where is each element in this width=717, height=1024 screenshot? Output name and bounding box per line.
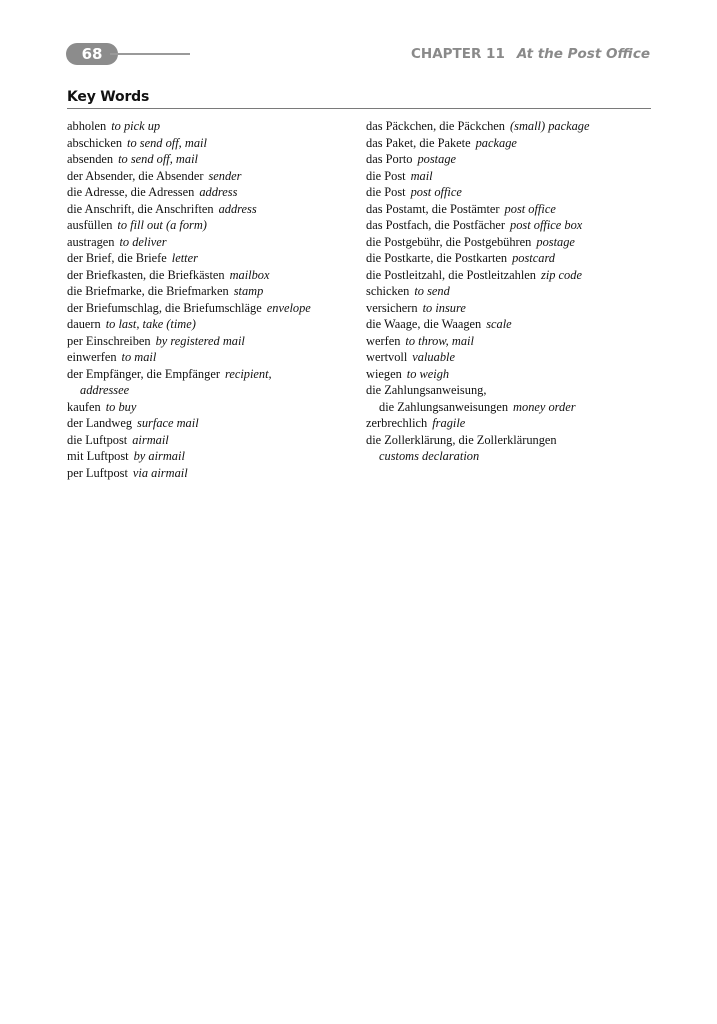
german-term: einwerfen: [67, 350, 117, 364]
german-term: die Waage, die Waagen: [366, 317, 482, 331]
english-translation: money order: [513, 399, 576, 414]
vocab-entry: [67, 316, 357, 333]
english-translation: scale: [486, 317, 512, 331]
german-term: der Landweg: [67, 416, 133, 430]
english-translation: by registered mail: [155, 333, 245, 348]
german-term: dauern: [67, 317, 101, 331]
english-translation: to throw, mail: [405, 333, 474, 348]
english-translation: stamp: [233, 284, 264, 298]
english-translation: to send off, mail: [118, 152, 198, 166]
vocab-entry: [366, 201, 656, 218]
german-term: die Zollerklärung, die Zollerklärungen: [366, 432, 557, 447]
german-term: abholen: [67, 119, 107, 133]
vocab-entry: [67, 234, 357, 251]
vocab-entry: [67, 135, 357, 152]
german-term: das Päckchen, die Päckchen: [366, 119, 505, 133]
german-term: werfen: [366, 333, 401, 348]
german-term: die Postgebühr, die Postgebühren: [366, 234, 532, 249]
german-term: der Briefumschlag, die Briefumschläge: [67, 300, 262, 315]
german-term: mit Luftpost: [67, 449, 129, 463]
header-rule: [110, 53, 190, 55]
german-term: abschicken: [67, 135, 123, 150]
german-term: das Postamt, die Postämter: [366, 201, 500, 216]
vocab-entry: [67, 448, 357, 465]
english-translation: addressee: [80, 383, 130, 397]
german-term: die Zahlungsanweisung,: [366, 383, 487, 397]
vocab-entry: [366, 168, 656, 185]
english-translation: to send: [414, 284, 450, 298]
english-translation: mail: [410, 168, 433, 183]
german-term: ausfüllen: [67, 218, 113, 232]
vocab-entry: [67, 118, 357, 135]
german-term: der Empfänger, die Empfänger: [67, 366, 220, 381]
english-translation: recipient,: [224, 366, 272, 381]
english-translation: by airmail: [133, 449, 185, 463]
vocab-entry: [67, 201, 357, 218]
english-translation: post office: [504, 201, 556, 216]
english-translation: postage: [417, 152, 457, 166]
english-translation: letter: [171, 251, 198, 265]
vocab-entry: [67, 382, 357, 399]
english-translation: surface mail: [137, 416, 199, 430]
vocab-entry: [366, 300, 656, 317]
vocab-entry: [67, 300, 357, 317]
vocab-entry: [67, 465, 357, 482]
vocab-entry: [366, 382, 656, 399]
vocab-entry: [67, 267, 357, 284]
vocab-entry: [366, 135, 656, 152]
english-translation: envelope: [266, 300, 311, 315]
english-translation: mailbox: [229, 267, 270, 282]
vocab-entry: [366, 184, 656, 201]
german-term: der Absender, die Absender: [67, 168, 204, 183]
chapter-header: [411, 46, 650, 62]
english-translation: postcard: [512, 251, 556, 265]
german-term: die Anschrift, die Anschriften: [67, 201, 214, 216]
english-translation: to deliver: [119, 234, 167, 249]
german-term: das Paket, die Pakete: [366, 135, 471, 150]
english-translation: to last, take (time): [105, 317, 196, 331]
german-term: die Zahlungsanweisungen: [379, 399, 509, 414]
german-term: versichern: [366, 300, 418, 315]
vocab-entry: [67, 415, 357, 432]
vocab-column-right: [366, 118, 656, 465]
english-translation: to mail: [121, 350, 157, 364]
vocab-entry: [366, 366, 656, 383]
english-translation: postage: [536, 234, 575, 249]
vocab-entry: [67, 283, 357, 300]
section-title: Key Words: [67, 89, 150, 105]
vocab-entry: [67, 217, 357, 234]
vocab-entry: [366, 399, 656, 416]
english-translation: airmail: [132, 432, 169, 447]
german-term: die Postkarte, die Postkarten: [366, 251, 508, 265]
vocab-entry: [366, 316, 656, 333]
english-translation: to buy: [105, 399, 137, 414]
german-term: kaufen: [67, 399, 101, 414]
english-translation: to weigh: [406, 366, 450, 381]
vocab-entry: [366, 415, 656, 432]
german-term: wertvoll: [366, 350, 408, 364]
vocab-entry: [67, 333, 357, 350]
english-translation: fragile: [432, 416, 466, 430]
english-translation: zip code: [541, 267, 582, 282]
vocab-entry: [366, 432, 656, 449]
german-term: das Porto: [366, 152, 413, 166]
german-term: die Adresse, die Adressen: [67, 185, 195, 199]
english-translation: package: [475, 135, 517, 150]
vocab-entry: [366, 250, 656, 267]
chapter-label: CHAPTER 11: [410, 46, 505, 62]
vocab-entry: [366, 217, 656, 234]
vocab-entry: [366, 448, 656, 465]
vocab-entry: [67, 432, 357, 449]
vocab-entry: [67, 366, 357, 383]
english-translation: address: [218, 201, 257, 216]
chapter-title: At the Post Office: [516, 46, 650, 62]
german-term: schicken: [366, 284, 410, 298]
english-translation: (small) package: [510, 119, 590, 133]
vocab-entry: [67, 151, 357, 168]
vocab-entry: [366, 283, 656, 300]
german-term: die Briefmarke, die Briefmarken: [67, 284, 229, 298]
vocab-entry: [366, 267, 656, 284]
vocab-entry: [366, 118, 656, 135]
german-term: der Brief, die Briefe: [67, 251, 167, 265]
english-translation: to insure: [422, 300, 466, 315]
german-term: der Briefkasten, die Briefkästen: [67, 267, 225, 282]
section-rule: [67, 108, 651, 109]
english-translation: to send off, mail: [127, 135, 207, 150]
german-term: austragen: [67, 234, 115, 249]
german-term: zerbrechlich: [366, 416, 428, 430]
english-translation: valuable: [412, 350, 455, 364]
german-term: die Post: [366, 185, 406, 199]
vocab-entry: [67, 250, 357, 267]
vocab-entry: [366, 349, 656, 366]
german-term: das Postfach, die Postfächer: [366, 218, 506, 232]
english-translation: post office box: [510, 218, 583, 232]
english-translation: to pick up: [111, 119, 161, 133]
english-translation: to fill out (a form): [117, 218, 207, 232]
german-term: die Postleitzahl, die Postleitzahlen: [366, 267, 536, 282]
english-translation: customs declaration: [379, 449, 480, 463]
vocab-entry: [366, 151, 656, 168]
german-term: wiegen: [366, 366, 402, 381]
german-term: die Post: [366, 168, 406, 183]
vocab-entry: [67, 349, 357, 366]
vocab-entry: [366, 234, 656, 251]
page-number-badge: 68: [66, 43, 118, 65]
german-term: per Luftpost: [67, 465, 128, 480]
german-term: absenden: [67, 152, 114, 166]
german-term: per Einschreiben: [67, 333, 151, 348]
vocab-entry: [67, 399, 357, 416]
english-translation: via airmail: [132, 465, 188, 480]
vocab-entry: [366, 333, 656, 350]
english-translation: sender: [208, 168, 242, 183]
vocab-entry: [67, 184, 357, 201]
vocab-column-left: [67, 118, 357, 481]
vocab-entry: [67, 168, 357, 185]
english-translation: post office: [410, 185, 462, 199]
english-translation: address: [199, 185, 238, 199]
german-term: die Luftpost: [67, 432, 128, 447]
